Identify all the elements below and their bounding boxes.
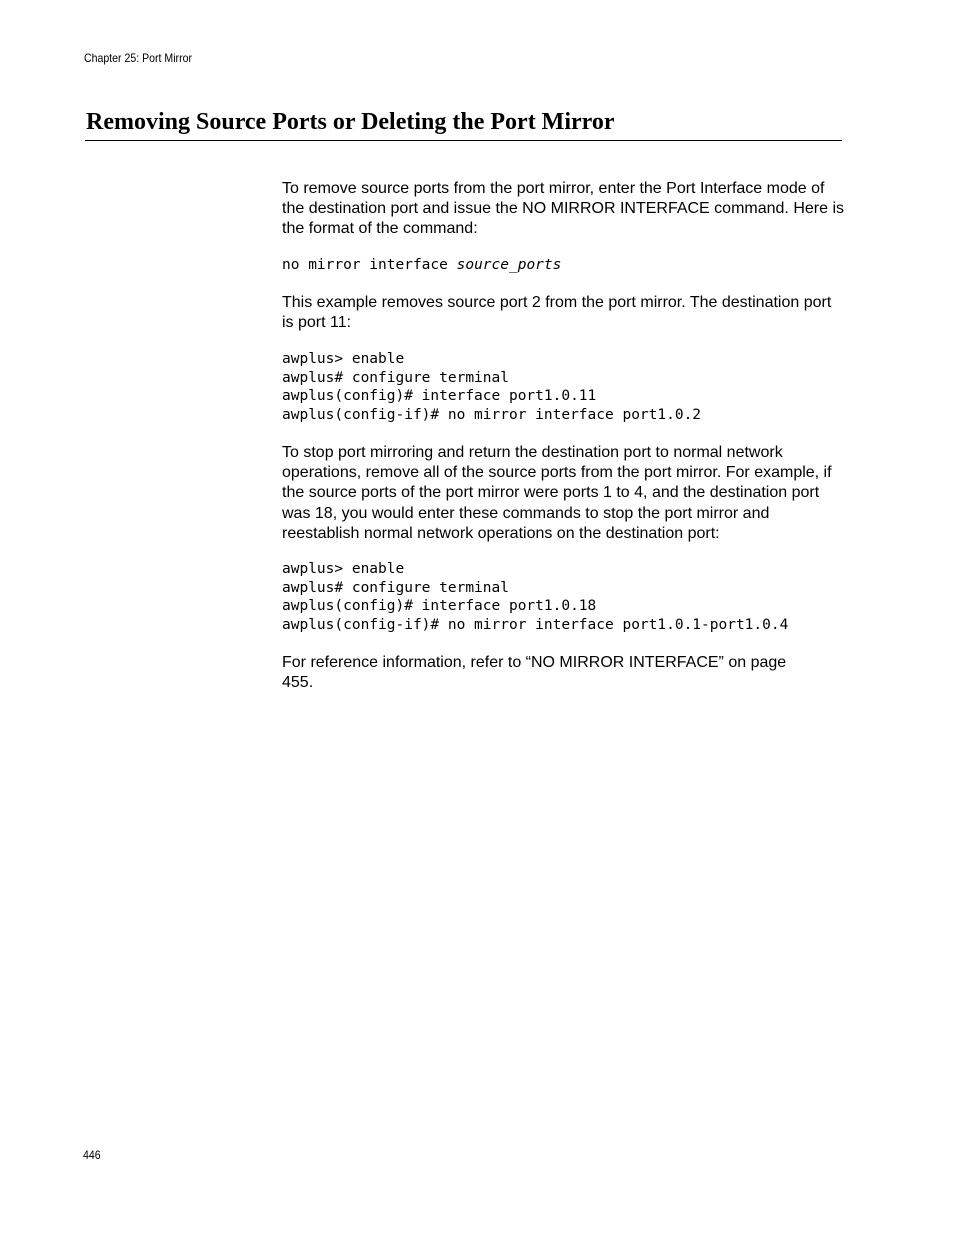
paragraph-text: To remove source ports from the port mirror, enter the Port Interface mode of the destination port and issue the NO MIRROR INTERFACE command. Here is the format of the command: xyxy=(282,180,844,238)
running-header: Chapter 25: Port Mirror xyxy=(84,51,192,65)
command-syntax xyxy=(282,256,844,275)
code-line: awplus(config-if)# no mirror interface port1.0.2 xyxy=(282,407,702,424)
code-line: awplus# configure terminal xyxy=(282,369,509,386)
code-line: awplus> enable xyxy=(282,561,405,577)
title-rule xyxy=(85,140,842,141)
paragraph-example-intro xyxy=(282,293,844,333)
paragraph-intro xyxy=(282,179,844,240)
section-title: Removing Source Ports or Deleting the Port Mirror xyxy=(86,109,615,135)
paragraph-reference xyxy=(282,653,802,693)
code-line: awplus# configure terminal xyxy=(282,579,509,596)
code-line: awplus(config-if)# no mirror interface port1.0.1-port1.0.4 xyxy=(282,617,789,634)
paragraph-text: To stop port mirroring and return the destination port to normal network operations, remove all of the source ports from the port mirror. For example, if the source ports of the port mirror were ports 1 to 4, and the destination port was 18, you would enter these commands to stop the port mirror and reestablish normal network operations on the destination port: xyxy=(282,444,832,542)
code-line: awplus(config)# interface port1.0.11 xyxy=(282,388,597,405)
code-line: awplus(config)# interface port1.0.18 xyxy=(282,598,597,615)
paragraph-text: For reference information, refer to “NO MIRROR INTERFACE” on page 455. xyxy=(282,654,787,692)
syntax-argument: source_ports xyxy=(456,257,562,273)
syntax-command: no mirror interface xyxy=(282,257,457,273)
code-example-1 xyxy=(282,350,844,425)
code-example-2 xyxy=(282,560,844,635)
page-number: 446 xyxy=(83,1148,101,1162)
paragraph-text: This example removes source port 2 from the port mirror. The destination port is port 11: xyxy=(282,294,832,332)
paragraph-stop-mirroring xyxy=(282,443,844,544)
code-line: awplus> enable xyxy=(282,351,405,367)
